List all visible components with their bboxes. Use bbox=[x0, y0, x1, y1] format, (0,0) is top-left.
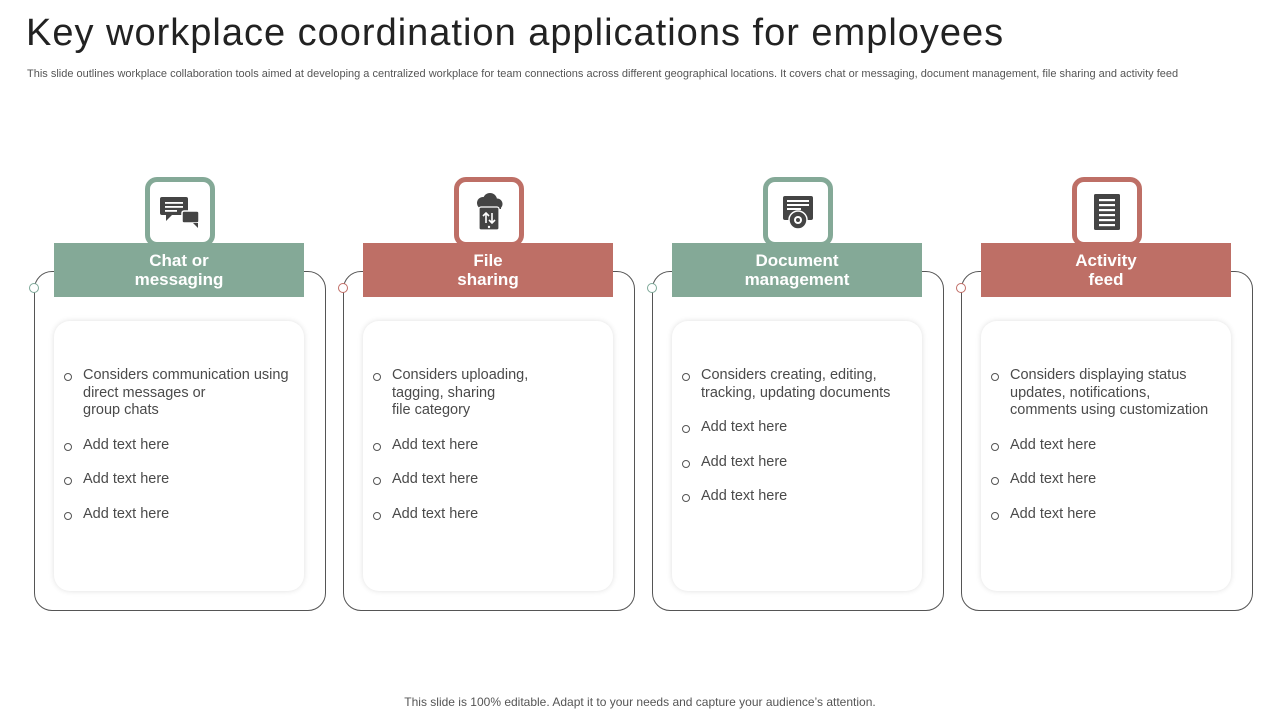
footer-note: This slide is 100% editable. Adapt it to your needs and capture your audience’s attention. bbox=[404, 695, 876, 709]
list-item: Add text here bbox=[64, 437, 300, 455]
list-item: Add text here bbox=[682, 488, 918, 506]
list-item: Considers creating, editing, tracking, updating documents bbox=[682, 367, 918, 402]
list-item: Add text here bbox=[64, 506, 300, 524]
list-item: Add text here bbox=[991, 471, 1227, 489]
document-certificate-icon bbox=[780, 193, 816, 231]
list-item: Add text here bbox=[373, 437, 609, 455]
column-file-sharing bbox=[341, 176, 641, 616]
content-card bbox=[672, 321, 922, 591]
icon-box bbox=[763, 177, 833, 247]
list-item: Add text here bbox=[373, 506, 609, 524]
column-heading: Chat or messaging bbox=[54, 243, 304, 297]
list-item: Add text here bbox=[991, 506, 1227, 524]
bullet-list bbox=[682, 367, 918, 523]
connector-dot bbox=[956, 283, 966, 293]
list-item: Add text here bbox=[373, 471, 609, 489]
page-title: Key workplace coordination applications for employees bbox=[26, 12, 1005, 54]
list-item: Add text here bbox=[64, 471, 300, 489]
column-heading: Document management bbox=[672, 243, 922, 297]
column-document-management bbox=[650, 176, 950, 616]
column-heading: Activity feed bbox=[981, 243, 1231, 297]
list-item: Considers uploading, tagging, sharing file category bbox=[373, 367, 609, 420]
cloud-share-icon bbox=[471, 192, 507, 232]
icon-box bbox=[454, 177, 524, 247]
list-item: Considers communication using direct messages or group chats bbox=[64, 367, 300, 420]
column-chat-messaging bbox=[32, 176, 332, 616]
icon-box bbox=[145, 177, 215, 247]
list-item: Add text here bbox=[682, 419, 918, 437]
bullet-list bbox=[373, 367, 609, 540]
connector-dot bbox=[29, 283, 39, 293]
bullet-list bbox=[991, 367, 1227, 540]
page-subtitle: This slide outlines workplace collaboration tools aimed at developing a centralized workplace for team connections across different geographical locations. It covers chat or messaging, document management, file sharing and activity feed bbox=[27, 68, 1179, 80]
connector-dot bbox=[647, 283, 657, 293]
column-heading: File sharing bbox=[363, 243, 613, 297]
content-card bbox=[363, 321, 613, 591]
icon-box bbox=[1072, 177, 1142, 247]
content-card bbox=[981, 321, 1231, 591]
list-item: Considers displaying status updates, notifications, comments using customization bbox=[991, 367, 1227, 420]
chat-bubbles-icon bbox=[158, 194, 202, 230]
content-card bbox=[54, 321, 304, 591]
list-document-icon bbox=[1092, 192, 1122, 232]
connector-dot bbox=[338, 283, 348, 293]
column-activity-feed bbox=[959, 176, 1259, 616]
bullet-list bbox=[64, 367, 300, 540]
list-item: Add text here bbox=[682, 454, 918, 472]
list-item: Add text here bbox=[991, 437, 1227, 455]
